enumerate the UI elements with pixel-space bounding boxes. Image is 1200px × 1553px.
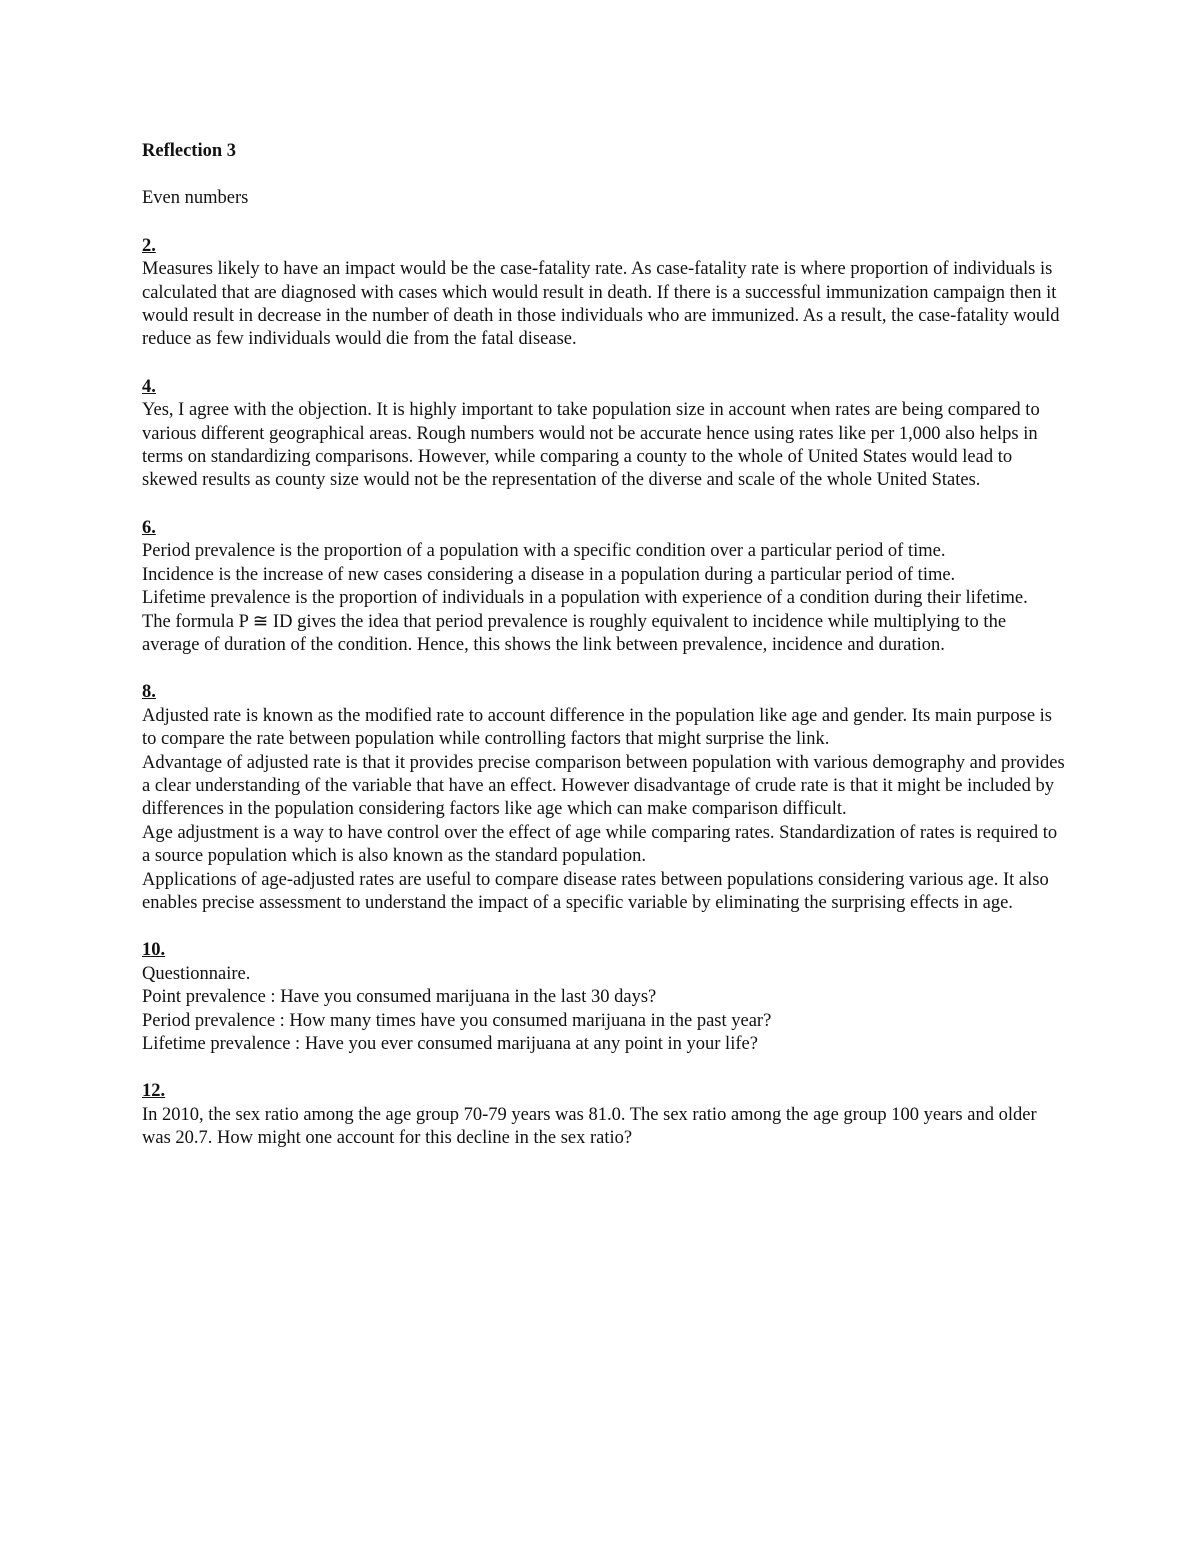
question-number: 8. [142, 682, 156, 703]
question-number: 4. [142, 376, 156, 397]
question-number: 6. [142, 517, 156, 538]
document-subtitle: Even numbers [142, 188, 249, 209]
answer-paragraph: Advantage of adjusted rate is that it provides precise comparison between population with various demography and provides a clear understanding of the variable that have an effect. However disadvantage of crude rate is that it might be included by differences in the population considering factors like age which can make comparison difficult. [142, 752, 1065, 820]
answer-paragraph: Measures likely to have an impact would be the case-fatality rate. As case-fatality rate is where proportion of individuals is calculated that are diagnosed with cases which would result in death. If there is a successful immunization campaign then it would result in decrease in the number of death in those individuals who are immunized. As a result, the case-fatality would reduce as few individuals would die from the fatal disease. [142, 259, 1060, 350]
question-section-8 [142, 681, 1067, 915]
answer-paragraph: Period prevalence is the proportion of a population with a specific condition over a particular period of time. [142, 541, 946, 562]
answer-paragraph: Lifetime prevalence : Have you ever consumed marijuana at any point in your life? [142, 1034, 758, 1054]
question-section-10 [142, 939, 1067, 1056]
answer-paragraph: Adjusted rate is known as the modified rate to account difference in the population like age and gender. Its main purpose is to compare the rate between population while controlling factors that might surprise the link. [142, 705, 1053, 750]
question-number: 2. [142, 235, 156, 256]
answer-paragraph: Yes, I agree with the objection. It is highly important to take population size in account when rates are being compared to various different geographical areas. Rough numbers would not be accurate hence using rates like per 1,000 also helps in terms on standardizing comparisons. However, while comparing a county to the whole of United States would lead to skewed results as county size would not be the representation of the diverse and scale of the whole United States. [142, 400, 1040, 491]
question-number: 12. [142, 1081, 166, 1102]
document-title: Reflection 3 [142, 141, 237, 161]
question-section-6 [142, 517, 1067, 657]
answer-paragraph: Questionnaire. [142, 963, 251, 984]
answer-paragraph: In 2010, the sex ratio among the age group 70-79 years was 81.0. The sex ratio among the age group 100 years and older was 20.7. How might one account for this decline in the sex ratio? [142, 1104, 1037, 1149]
question-section-2 [142, 235, 1067, 352]
answer-paragraph: Point prevalence : Have you consumed marijuana in the last 30 days? [142, 987, 657, 1008]
answer-paragraph: Period prevalence : How many times have you consumed marijuana in the past year? [142, 1010, 772, 1031]
answer-paragraph: Incidence is the increase of new cases considering a disease in a population during a particular period of time. [142, 564, 956, 585]
answer-paragraph: The formula P ≅ ID gives the idea that period prevalence is roughly equivalent to incidence while multiplying to the average of duration of the condition. Hence, this shows the link between prevalence, incidence and duration. [142, 611, 1007, 655]
document-page [142, 140, 1067, 1175]
answer-paragraph: Applications of age-adjusted rates are useful to compare disease rates between populations considering various age. It also enables precise assessment to understand the impact of a specific variable by eliminating the surprising effects in age. [142, 869, 1049, 913]
answer-paragraph: Age adjustment is a way to have control over the effect of age while comparing rates. Standardization of rates is required to a source population which is also known as the standard population. [142, 822, 1058, 867]
question-section-4 [142, 376, 1067, 493]
question-number: 10. [142, 940, 166, 961]
answer-paragraph: Lifetime prevalence is the proportion of individuals in a population with experience of a condition during their lifetime. [142, 588, 1028, 609]
question-section-12 [142, 1080, 1067, 1150]
